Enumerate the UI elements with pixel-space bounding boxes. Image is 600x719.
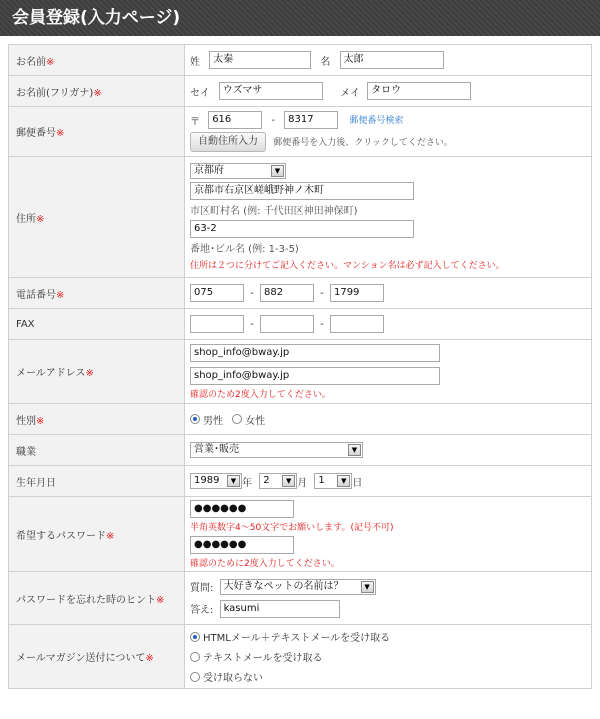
label-job: 職業 <box>9 435 185 466</box>
label-email: メールアドレス※ <box>9 340 185 404</box>
gender-female-radio[interactable] <box>232 414 242 424</box>
row-birthday <box>9 466 592 497</box>
magazine-text-radio[interactable] <box>190 652 200 662</box>
label-fax: FAX <box>9 309 185 340</box>
fax-dash-2: - <box>320 318 324 330</box>
magazine-html-radio[interactable] <box>190 632 200 642</box>
label-password-hint: パスワードを忘れた時のヒント※ <box>9 572 185 625</box>
row-kana <box>9 76 592 107</box>
sei-kana-input[interactable]: ウズマサ <box>219 82 323 100</box>
address-line1-hint: 市区町村名 (例: 千代田区神田神保町) <box>190 206 358 217</box>
email-confirm-input[interactable]: shop_info@bway.jp <box>190 367 440 385</box>
phone-dash-1: - <box>250 287 254 299</box>
hint-question-select[interactable]: 大好きなペットの名前は？ ▼ <box>220 579 376 595</box>
row-postal <box>9 107 592 157</box>
address-line2-hint: 番地･ビル名 (例: 1-3-5) <box>190 244 299 255</box>
label-password: 希望するパスワード※ <box>9 497 185 572</box>
row-password-hint <box>9 572 592 625</box>
address-line1-input[interactable]: 京都市右京区嵯峨野神ノ木町 <box>190 182 414 200</box>
row-phone <box>9 278 592 309</box>
phone-part1-input[interactable]: 075 <box>190 284 244 302</box>
label-gender: 性別※ <box>9 404 185 435</box>
postal-search-link[interactable]: 郵便番号検索 <box>349 116 404 126</box>
month-unit: 月 <box>297 477 308 489</box>
phone-part2-input[interactable]: 882 <box>260 284 314 302</box>
row-gender <box>9 404 592 435</box>
chevron-down-icon: ▼ <box>271 165 284 177</box>
year-unit: 年 <box>242 477 252 489</box>
row-email <box>9 340 592 404</box>
postal-part1-input[interactable]: 616 <box>208 111 262 129</box>
chevron-down-icon: ▼ <box>227 475 240 487</box>
gender-male-label: 男性 <box>203 415 223 427</box>
gender-male-radio[interactable] <box>190 414 200 424</box>
label-address: 住所※ <box>9 157 185 278</box>
birth-year-select[interactable]: 1989 ▼ <box>190 473 242 489</box>
row-fax <box>9 309 592 340</box>
birth-month-select[interactable]: 2 ▼ <box>259 473 297 489</box>
label-magazine: メールマガジン送付について※ <box>9 625 185 689</box>
password-note: 半角英数字4～50文字でお願いします。(記号不可) <box>190 522 394 533</box>
mei-caption: 名 <box>320 56 331 68</box>
label-birthday: 生年月日 <box>9 466 185 497</box>
page-title: 会員登録(入力ページ) <box>12 8 181 28</box>
email-note: 確認のため2度入力してください。 <box>190 389 331 400</box>
postal-help: 郵便番号を入力後、クリックしてください。 <box>273 138 453 148</box>
sei-caption: 姓 <box>190 56 200 68</box>
day-unit: 日 <box>352 477 363 489</box>
chevron-down-icon: ▼ <box>282 475 295 487</box>
postal-mark: 〒 <box>190 116 200 128</box>
address-note: 住所は２つに分けてご記入ください。マンション名は必ず記入してください。 <box>190 261 505 271</box>
label-phone: 電話番号※ <box>9 278 185 309</box>
phone-dash-2: - <box>320 287 324 299</box>
mei-kana-input[interactable]: タロウ <box>367 82 471 100</box>
registration-form-table <box>8 44 592 689</box>
password-input[interactable]: ●●●●●● <box>190 500 294 518</box>
fax-part3-input[interactable] <box>330 315 384 333</box>
magazine-none-radio[interactable] <box>190 672 200 682</box>
hint-answer-caption: 答え: <box>190 605 214 616</box>
gender-female-label: 女性 <box>245 415 266 427</box>
magazine-html-label: HTMLメール＋テキストメールを受け取る <box>203 633 391 644</box>
sei-input[interactable]: 太秦 <box>209 51 311 69</box>
row-address <box>9 157 592 278</box>
row-job <box>9 435 592 466</box>
birth-day-select[interactable]: 1 ▼ <box>314 473 352 489</box>
row-name <box>9 45 592 76</box>
magazine-text-label: テキストメールを受け取る <box>203 653 323 664</box>
row-magazine <box>9 625 592 689</box>
label-name: お名前※ <box>9 45 185 76</box>
label-kana: お名前(フリガナ)※ <box>9 76 185 107</box>
chevron-down-icon: ▼ <box>361 581 374 593</box>
sei-kana-caption: セイ <box>190 87 210 99</box>
hint-answer-input[interactable]: kasumi <box>220 600 340 618</box>
chevron-down-icon: ▼ <box>337 475 350 487</box>
magazine-none-label: 受け取らない <box>203 673 263 684</box>
postal-dash: - <box>271 114 275 126</box>
mei-kana-caption: メイ <box>340 87 360 99</box>
address-line2-input[interactable]: 63-2 <box>190 220 414 238</box>
fax-part2-input[interactable] <box>260 315 314 333</box>
phone-part3-input[interactable]: 1799 <box>330 284 384 302</box>
prefecture-select[interactable]: 京都府 ▼ <box>190 163 286 179</box>
hint-question-caption: 質問: <box>190 583 214 594</box>
fax-dash-1: - <box>250 318 254 330</box>
auto-address-button[interactable]: 自動住所入力 <box>190 132 266 152</box>
fax-part1-input[interactable] <box>190 315 244 333</box>
page-header <box>0 0 600 36</box>
mei-input[interactable]: 太郎 <box>340 51 444 69</box>
row-password <box>9 497 592 572</box>
password-confirm-input[interactable]: ●●●●●● <box>190 536 294 554</box>
password-confirm-note: 確認のために2度入力してください。 <box>190 558 340 569</box>
label-postal: 郵便番号※ <box>9 107 185 157</box>
postal-part2-input[interactable]: 8317 <box>284 111 338 129</box>
chevron-down-icon: ▼ <box>348 444 361 456</box>
job-select[interactable]: 営業･販売 ▼ <box>190 442 363 458</box>
email-input[interactable]: shop_info@bway.jp <box>190 344 440 362</box>
